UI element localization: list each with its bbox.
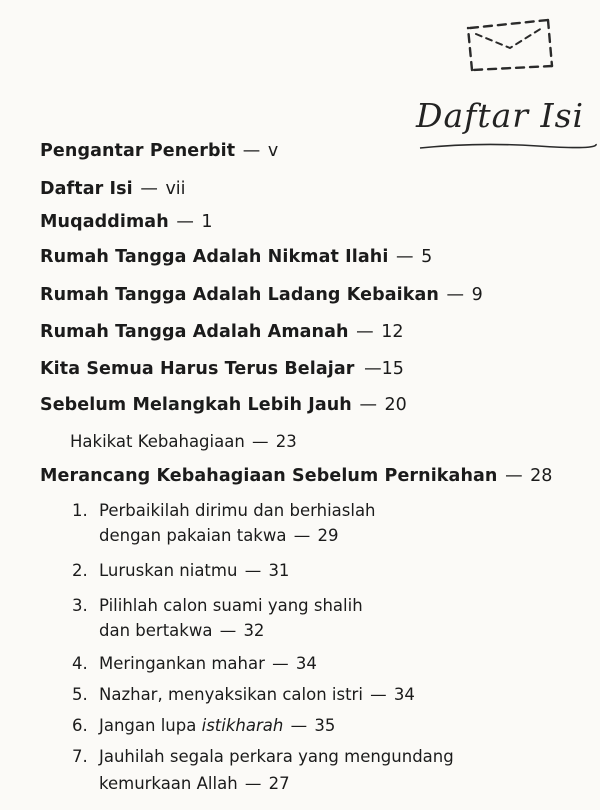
toc-subentry[interactable] [70,430,297,454]
toc-entry-page: 15 [381,359,404,379]
toc-separator: — [359,395,377,415]
item-text: Nazhar, menyaksikan calon istri [99,685,363,704]
toc-separator: — [244,561,262,580]
item-number: 4. [72,654,88,673]
item-number: 2. [72,561,88,580]
toc-entry-label: Merancang Kebahagiaan Sebelum Pernikahan [40,466,498,486]
toc-separator: — [505,466,523,486]
toc-entry-page: 1 [201,212,213,232]
toc-entry-label: Pengantar Penerbit [40,141,236,161]
toc-entry-page: 20 [384,395,407,415]
item-page: 31 [268,561,290,580]
toc-entry[interactable] [40,177,186,201]
toc-entry-label: Sebelum Melangkah Lebih Jauh [40,395,352,415]
toc-entry-label: Kita Semua Harus Terus Belajar [40,359,355,379]
toc-separator: — [252,432,269,451]
toc-separator: — [140,179,158,199]
item-text-line2 [99,772,290,796]
toc-separator: — [272,654,289,673]
toc-entry-page: 9 [471,285,483,305]
item-text-line1: Pilihlah calon suami yang shalih [99,596,363,615]
toc-entry-page: 28 [530,466,553,486]
toc-separator: — [242,141,261,161]
item-page: 32 [243,621,265,640]
toc-entry-label: Rumah Tangga Adalah Ladang Kebaikan [40,285,439,305]
toc-entry[interactable] [40,245,432,269]
toc-separator: — [364,359,382,379]
toc-entry-label: Daftar Isi [40,179,133,199]
item-text: Meringankan mahar [99,654,265,673]
item-page: 27 [268,774,290,793]
item-page: 35 [314,716,336,735]
toc-separator: — [446,285,464,305]
toc-entry[interactable] [40,320,404,344]
item-number: 6. [72,716,88,735]
item-text-line1: Jauhilah segala perkara yang mengundang [99,747,454,766]
item-text-line2 [99,524,338,548]
item-text-line1 [99,652,317,676]
item-text-line1 [99,714,335,738]
toc-separator: — [396,247,414,267]
toc-entry-page: v [267,141,279,161]
item-text-line2 [99,619,264,643]
item-text-line1: Perbaikilah dirimu dan berhiaslah [99,501,376,520]
item-text: dan bertakwa [99,621,213,640]
toc-entry[interactable] [40,210,213,234]
toc-separator: — [176,212,194,232]
page-title: Daftar Isi [416,96,585,135]
toc-separator: — [293,526,311,545]
item-number: 7. [72,747,88,766]
toc-separator: — [356,322,374,342]
toc-separator: — [370,685,387,704]
item-text-line1 [99,683,415,707]
toc-separator: — [290,716,308,735]
item-text: Jangan lupa [99,716,197,735]
item-number: 1. [72,501,88,520]
toc-entry-label: Rumah Tangga Adalah Nikmat Ilahi [40,247,389,267]
toc-entry[interactable] [40,283,483,307]
toc-entry-page: vii [165,179,186,199]
item-text-line1 [99,559,289,583]
toc-entry-page: 5 [421,247,433,267]
item-page: 34 [393,685,415,704]
toc-entry[interactable] [40,139,278,163]
item-text: dengan pakaian takwa [99,526,287,545]
toc-entry[interactable] [40,464,552,488]
toc-entry-label: Hakikat Kebahagiaan [70,432,245,451]
toc-entry[interactable] [40,393,407,417]
toc-separator: — [244,774,262,793]
item-text-italic: istikharah [201,716,284,735]
toc-entry-label: Rumah Tangga Adalah Amanah [40,322,349,342]
item-text: kemurkaan Allah [99,774,238,793]
toc-entry-page: 12 [381,322,404,342]
item-number: 3. [72,596,88,615]
toc-entry-page: 23 [275,432,297,451]
toc-separator: — [219,621,237,640]
toc-entry-label: Muqaddimah [40,212,169,232]
item-text: Luruskan niatmu [99,561,238,580]
toc-entry[interactable] [40,357,404,381]
item-number: 5. [72,685,88,704]
item-page: 29 [317,526,339,545]
item-page: 34 [295,654,317,673]
